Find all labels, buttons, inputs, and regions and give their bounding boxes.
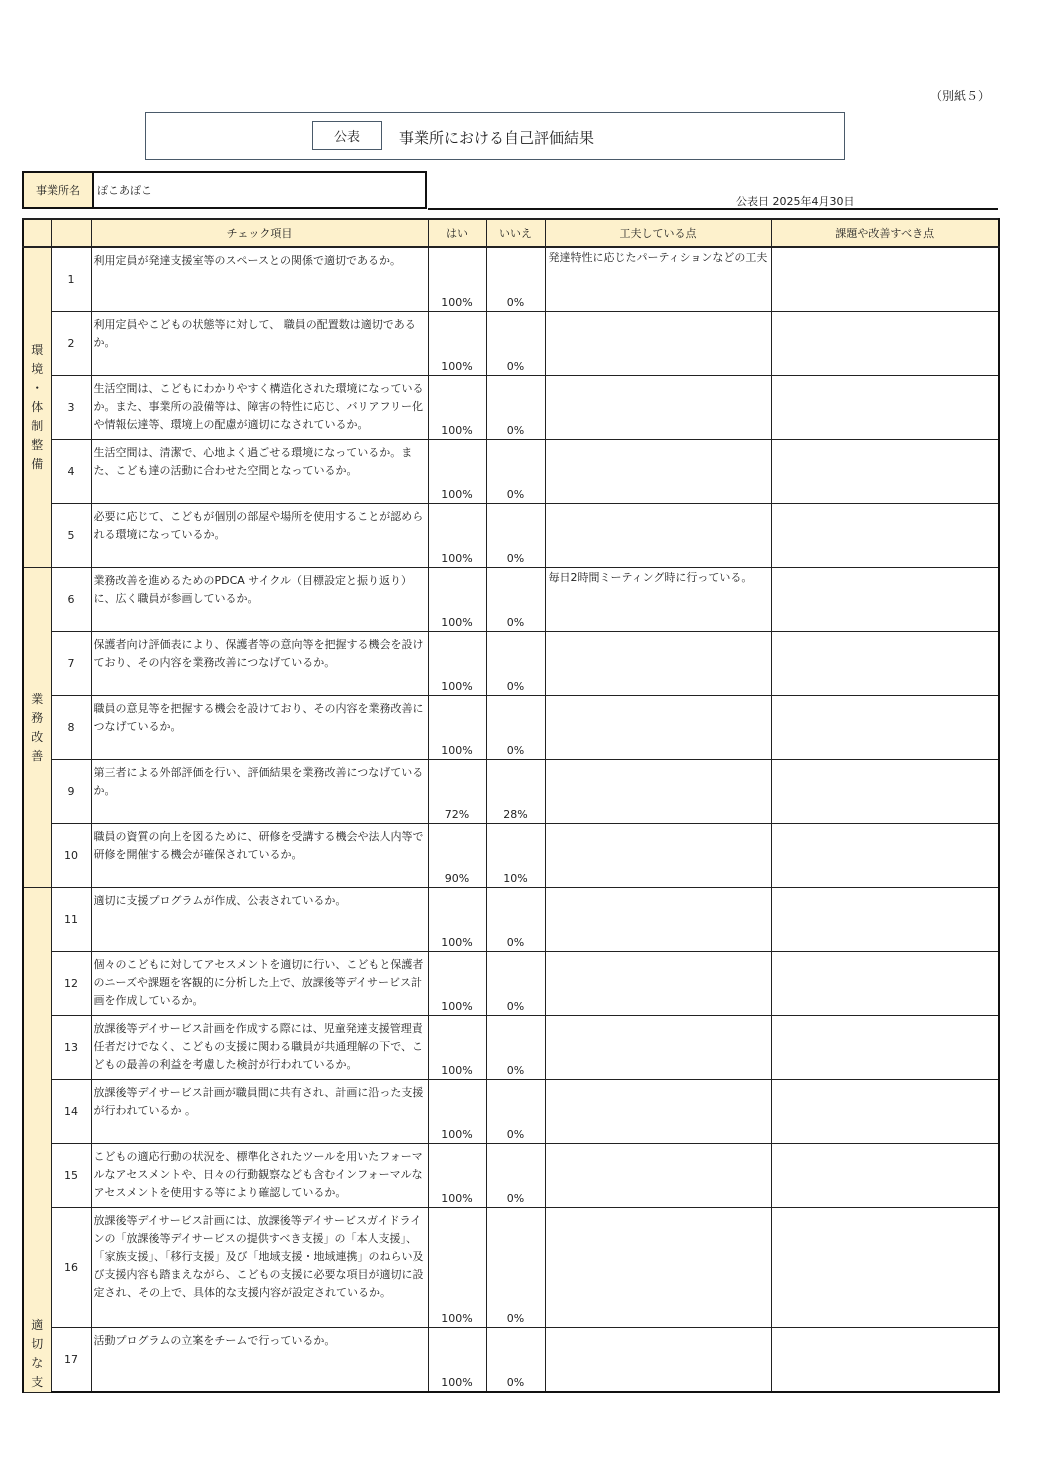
category-char: 切 xyxy=(31,1336,44,1351)
issues-note xyxy=(771,504,999,568)
check-item-text: 生活空間は、こどもにわかりやすく構造化された環境になっているか。また、事業所の設備等は、障害の特性に応じ、バリアフリー化や情報伝達等、環境上の配慮が適切になされているか。 xyxy=(91,376,428,440)
table-row xyxy=(23,440,999,504)
table-row xyxy=(23,632,999,696)
item-number: 11 xyxy=(51,888,91,952)
table-row xyxy=(23,696,999,760)
yes-percentage: 100% xyxy=(428,440,486,504)
item-number: 2 xyxy=(51,312,91,376)
ingenuity-note xyxy=(545,824,771,888)
issues-note xyxy=(771,1144,999,1208)
header-rule xyxy=(428,208,998,210)
category-char: 備 xyxy=(31,457,44,471)
no-percentage: 0% xyxy=(486,952,545,1016)
ingenuity-note xyxy=(545,1080,771,1144)
yes-percentage: 90% xyxy=(428,824,486,888)
no-percentage: 0% xyxy=(486,632,545,696)
item-number: 5 xyxy=(51,504,91,568)
category-char: 体 xyxy=(31,400,44,414)
issues-note xyxy=(771,888,999,952)
yes-percentage: 100% xyxy=(428,1016,486,1080)
check-item-text: 利用定員やこどもの状態等に対して、 職員の配置数は適切であるか。 xyxy=(91,312,428,376)
check-item-text: 適切に支援プログラムが作成、公表されているか。 xyxy=(91,888,428,952)
issues-note xyxy=(771,1208,999,1328)
yes-percentage: 100% xyxy=(428,632,486,696)
no-percentage: 0% xyxy=(486,504,545,568)
issues-note xyxy=(771,312,999,376)
item-number: 8 xyxy=(51,696,91,760)
table-row xyxy=(23,247,999,312)
category-char: 整 xyxy=(31,438,44,452)
item-number: 13 xyxy=(51,1016,91,1080)
no-percentage: 0% xyxy=(486,312,545,376)
ingenuity-note: 毎日2時間ミーティング時に行っている。 xyxy=(545,568,771,632)
category-char: 改 xyxy=(31,729,44,744)
page-title: 事業所における自己評価結果 xyxy=(399,129,595,147)
issues-note xyxy=(771,568,999,632)
header-check-item: チェック項目 xyxy=(91,219,428,247)
item-number: 1 xyxy=(51,247,91,312)
header-yes: はい xyxy=(428,219,486,247)
table-row xyxy=(23,504,999,568)
item-number: 17 xyxy=(51,1328,91,1393)
no-percentage: 0% xyxy=(486,1328,545,1393)
no-percentage: 0% xyxy=(486,568,545,632)
item-number: 6 xyxy=(51,568,91,632)
category-cell xyxy=(23,888,51,1393)
no-percentage: 0% xyxy=(486,247,545,312)
table-row xyxy=(23,376,999,440)
ingenuity-note xyxy=(545,1016,771,1080)
item-number: 12 xyxy=(51,952,91,1016)
no-percentage: 28% xyxy=(486,760,545,824)
category-char: な xyxy=(31,1355,44,1370)
yes-percentage: 100% xyxy=(428,696,486,760)
category-cell xyxy=(23,247,51,568)
header-ingenuity: 工夫している点 xyxy=(545,219,771,247)
item-number: 4 xyxy=(51,440,91,504)
issues-note xyxy=(771,440,999,504)
category-char: 境 xyxy=(31,362,44,376)
ingenuity-note xyxy=(545,1144,771,1208)
ingenuity-note xyxy=(545,1208,771,1328)
table-row xyxy=(23,1016,999,1080)
ingenuity-note: 発達特性に応じたパーティションなどの工夫 xyxy=(545,247,771,312)
issues-note xyxy=(771,952,999,1016)
no-percentage: 0% xyxy=(486,888,545,952)
issues-note xyxy=(771,696,999,760)
no-percentage: 0% xyxy=(486,1080,545,1144)
ingenuity-note xyxy=(545,760,771,824)
yes-percentage: 100% xyxy=(428,312,486,376)
check-item-text: 放課後等デイサービス計画には、放課後等デイサービスガイドラインの「放課後等デイサービスの提供すべき支援」の「本人支援」、「家族支援」、「移行支援」及び「地域支援・地域連携」のねらい及び支援内容も踏まえながら、こどもの支援に必要な項目が適切に設定され、その上で、具体的な支援内容が設定されているか。 xyxy=(91,1208,428,1328)
issues-note xyxy=(771,247,999,312)
table-row xyxy=(23,888,999,952)
item-number: 15 xyxy=(51,1144,91,1208)
office-name-value: ぽこあぽこ xyxy=(93,172,426,208)
no-percentage: 0% xyxy=(486,696,545,760)
no-percentage: 0% xyxy=(486,376,545,440)
yes-percentage: 100% xyxy=(428,888,486,952)
no-percentage: 0% xyxy=(486,1016,545,1080)
yes-percentage: 100% xyxy=(428,376,486,440)
category-char: 務 xyxy=(31,710,44,725)
yes-percentage: 100% xyxy=(428,1328,486,1393)
item-number: 3 xyxy=(51,376,91,440)
yes-percentage: 100% xyxy=(428,1080,486,1144)
table-row xyxy=(23,1080,999,1144)
category-char: 環 xyxy=(31,343,44,357)
check-item-text: 必要に応じて、こどもが個別の部屋や場所を使用することが認められる環境になっているか。 xyxy=(91,504,428,568)
category-char: 善 xyxy=(31,748,44,763)
ingenuity-note xyxy=(545,632,771,696)
table-header-row xyxy=(23,219,999,247)
table-row xyxy=(23,1144,999,1208)
header-no: いいえ xyxy=(486,219,545,247)
annex-label: （別紙５） xyxy=(929,89,990,103)
category-char: 支 xyxy=(31,1374,44,1389)
header-number xyxy=(51,219,91,247)
table-row xyxy=(23,1208,999,1328)
check-item-text: 職員の意見等を把握する機会を設けており、その内容を業務改善につなげているか。 xyxy=(91,696,428,760)
ingenuity-note xyxy=(545,952,771,1016)
check-item-text: こどもの適応行動の状況を、標準化されたツールを用いたフォーマルなアセスメントや、日々の行動観察なども含むインフォーマルなアセスメントを使用する等により確認しているか。 xyxy=(91,1144,428,1208)
yes-percentage: 100% xyxy=(428,952,486,1016)
item-number: 9 xyxy=(51,760,91,824)
category-char: 制 xyxy=(31,419,44,433)
yes-percentage: 100% xyxy=(428,1208,486,1328)
office-name-label: 事業所名 xyxy=(23,172,93,208)
item-number: 10 xyxy=(51,824,91,888)
check-item-text: 生活空間は、清潔で、心地よく過ごせる環境になっているか。また、こども達の活動に合わせた空間となっているか。 xyxy=(91,440,428,504)
ingenuity-note xyxy=(545,376,771,440)
item-number: 16 xyxy=(51,1208,91,1328)
check-item-text: 活動プログラムの立案をチームで行っているか。 xyxy=(91,1328,428,1393)
no-percentage: 10% xyxy=(486,824,545,888)
ingenuity-note xyxy=(545,888,771,952)
yes-percentage: 100% xyxy=(428,247,486,312)
category-cell xyxy=(23,568,51,888)
check-item-text: 職員の資質の向上を図るために、研修を受講する機会や法人内等で研修を開催する機会が確保されているか。 xyxy=(91,824,428,888)
issues-note xyxy=(771,1080,999,1144)
no-percentage: 0% xyxy=(486,1144,545,1208)
ingenuity-note xyxy=(545,440,771,504)
publication-date: 公表日 2025年4月30日 xyxy=(736,195,855,208)
table-row xyxy=(23,312,999,376)
ingenuity-note xyxy=(545,696,771,760)
check-item-text: 放課後等デイサービス計画を作成する際には、児童発達支援管理責任者だけでなく、こどもの支援に関わる職員が共通理解の下で、こどもの最善の利益を考慮した検討が行われているか。 xyxy=(91,1016,428,1080)
category-char: ・ xyxy=(31,381,44,395)
ingenuity-note xyxy=(545,504,771,568)
yes-percentage: 100% xyxy=(428,568,486,632)
category-char: 適 xyxy=(31,1317,44,1332)
title-box xyxy=(145,112,845,160)
table-row xyxy=(23,952,999,1016)
issues-note xyxy=(771,632,999,696)
check-item-text: 業務改善を進めるためのPDCA サイクル（目標設定と振り返り）に、広く職員が参画しているか。 xyxy=(91,568,428,632)
check-item-text: 保護者向け評価表により、保護者等の意向等を把握する機会を設けており、その内容を業務改善につなげているか。 xyxy=(91,632,428,696)
table-row xyxy=(23,568,999,632)
no-percentage: 0% xyxy=(486,440,545,504)
table-row xyxy=(23,1328,999,1393)
yes-percentage: 72% xyxy=(428,760,486,824)
yes-percentage: 100% xyxy=(428,1144,486,1208)
item-number: 14 xyxy=(51,1080,91,1144)
ingenuity-note xyxy=(545,1328,771,1393)
check-item-text: 利用定員が発達支援室等のスペースとの関係で適切であるか。 xyxy=(91,247,428,312)
check-item-text: 第三者による外部評価を行い、評価結果を業務改善につなげているか。 xyxy=(91,760,428,824)
office-name-table xyxy=(22,171,427,209)
yes-percentage: 100% xyxy=(428,504,486,568)
issues-note xyxy=(771,376,999,440)
ingenuity-note xyxy=(545,312,771,376)
category-char: 業 xyxy=(31,691,44,706)
item-number: 7 xyxy=(51,632,91,696)
publication-tag: 公表 xyxy=(312,121,382,150)
table-row xyxy=(23,760,999,824)
no-percentage: 0% xyxy=(486,1208,545,1328)
issues-note xyxy=(771,760,999,824)
header-issues: 課題や改善すべき点 xyxy=(771,219,999,247)
check-item-text: 放課後等デイサービス計画が職員間に共有され、計画に沿った支援が行われているか 。 xyxy=(91,1080,428,1144)
issues-note xyxy=(771,824,999,888)
check-item-text: 個々のこどもに対してアセスメントを適切に行い、こどもと保護者のニーズや課題を客観的に分析した上で、放課後等デイサービス計画を作成しているか。 xyxy=(91,952,428,1016)
evaluation-table xyxy=(22,218,1000,1393)
issues-note xyxy=(771,1328,999,1393)
issues-note xyxy=(771,1016,999,1080)
header-category xyxy=(23,219,51,247)
table-row xyxy=(23,824,999,888)
